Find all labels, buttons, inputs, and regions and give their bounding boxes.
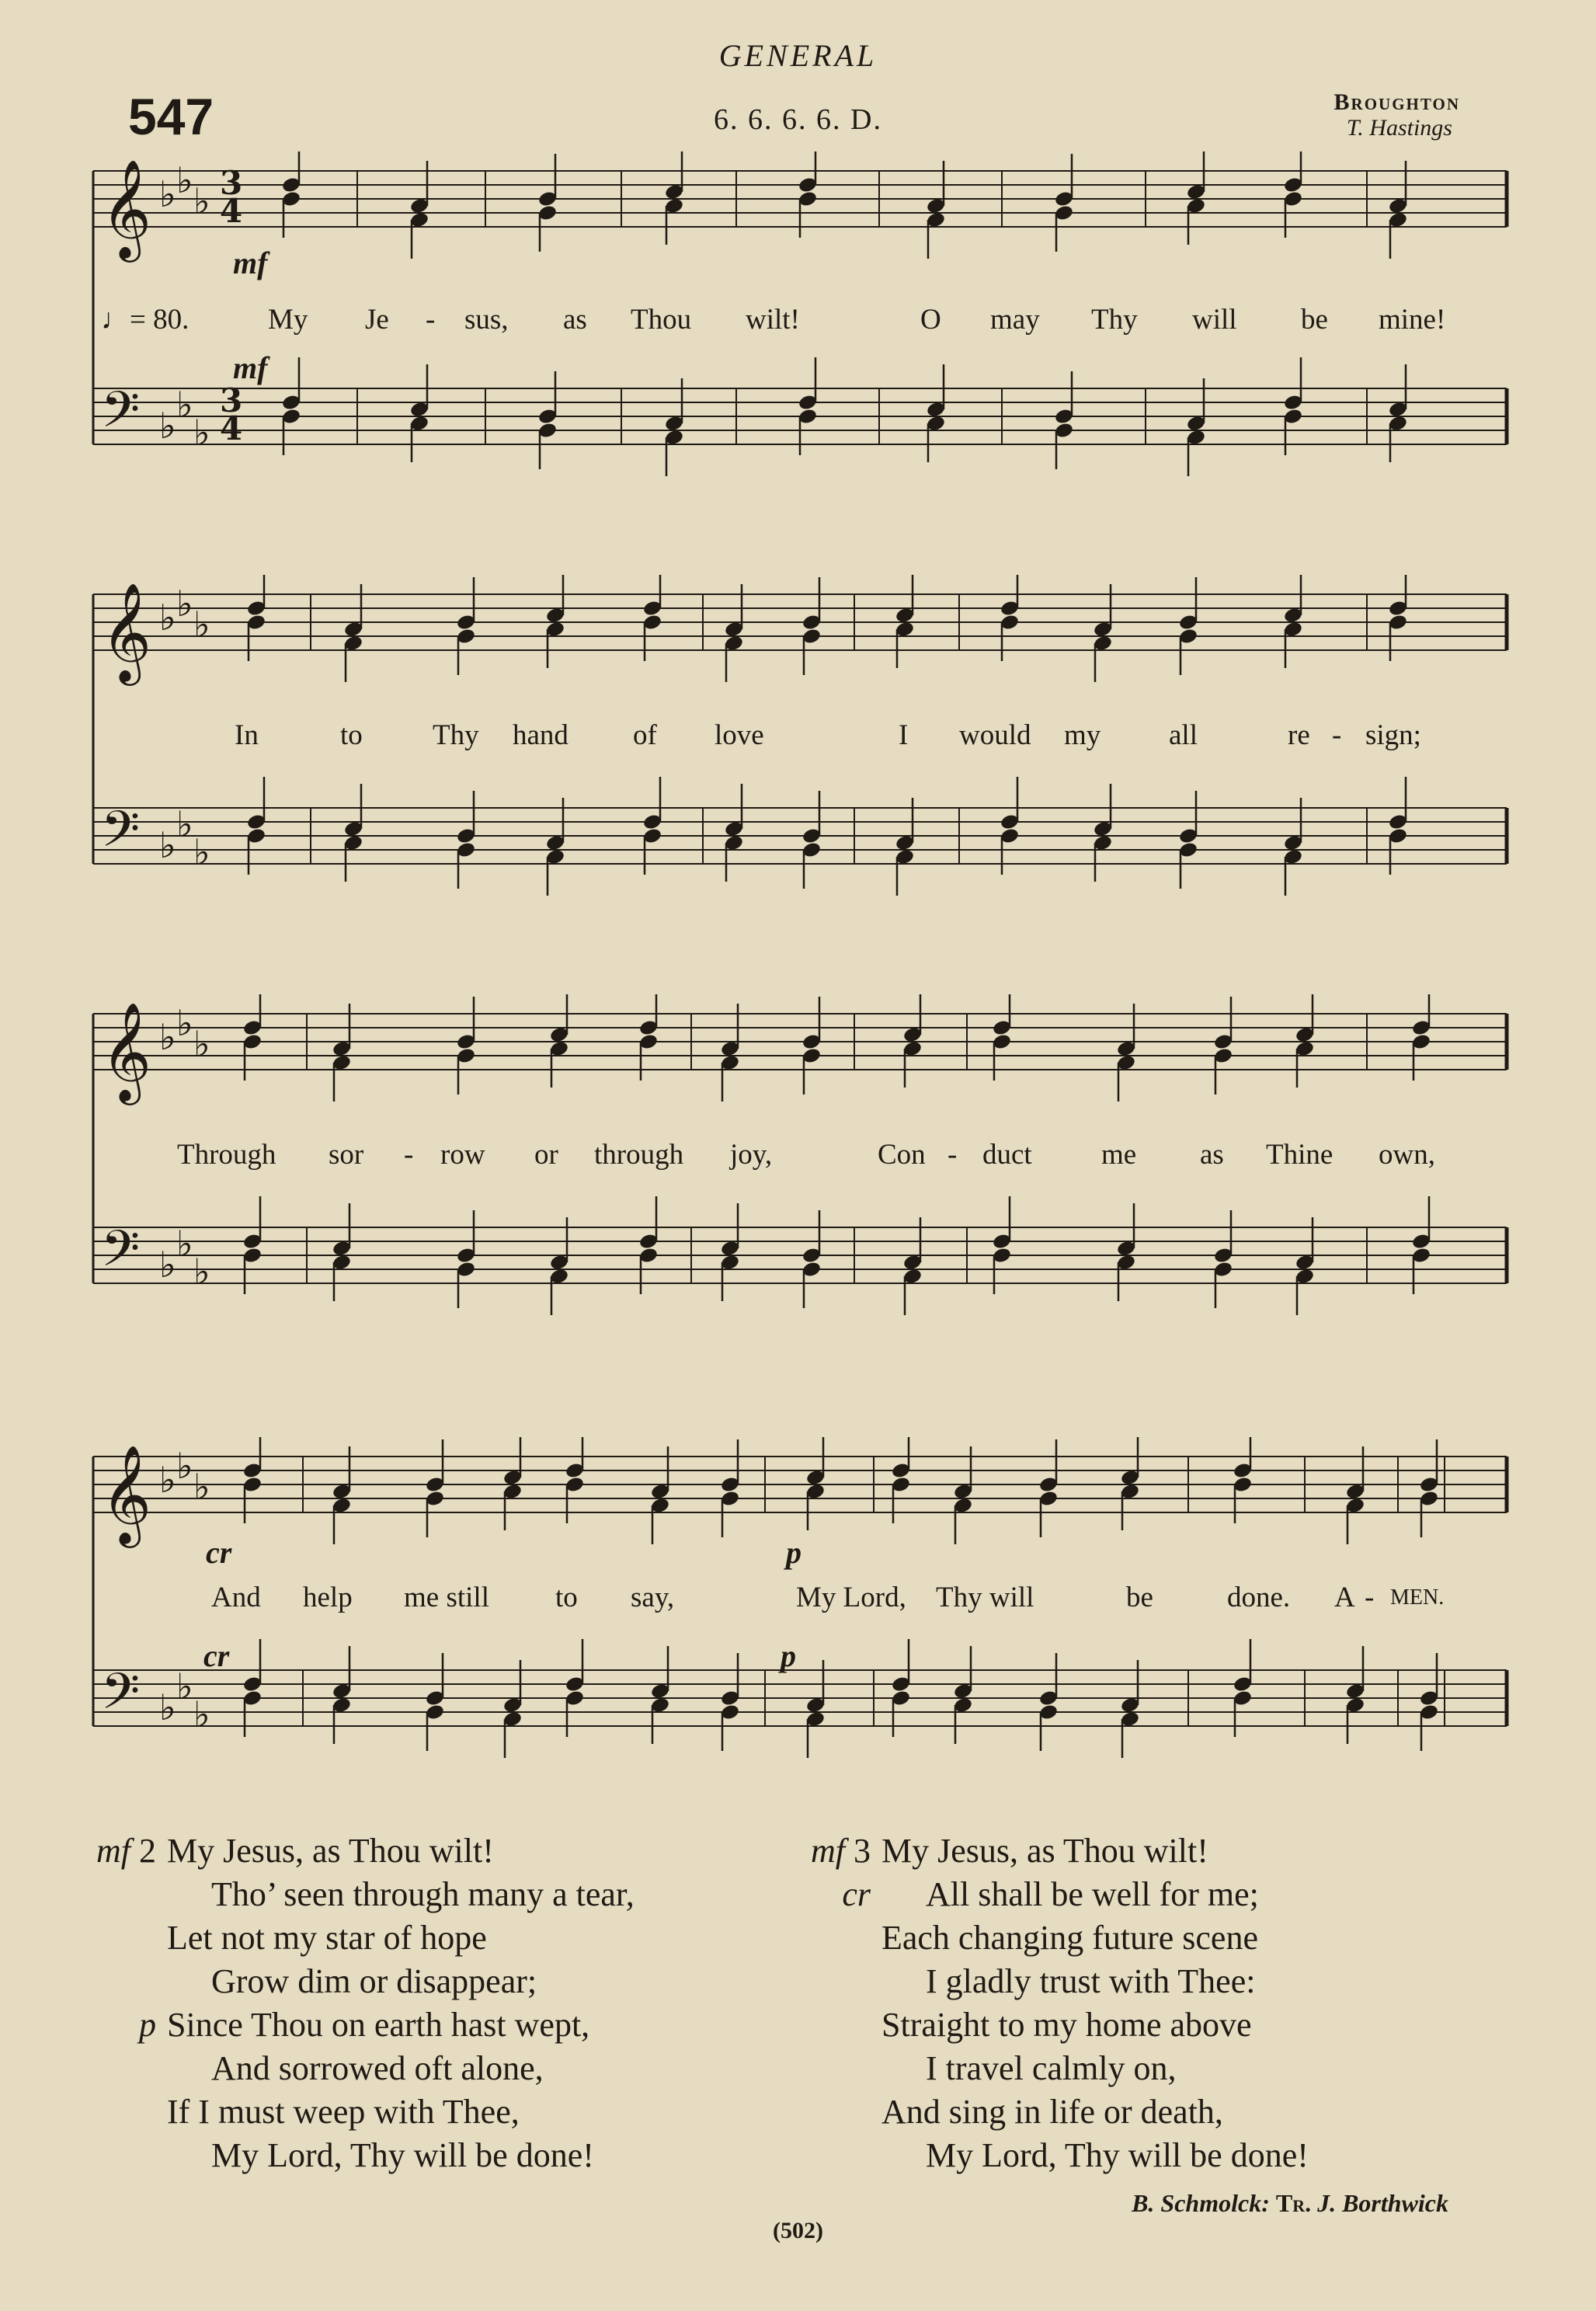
flat-icon: ♭ xyxy=(193,604,210,646)
flat-icon: ♭ xyxy=(159,1459,176,1501)
lyric-syllable: my xyxy=(1064,719,1101,751)
lyric-syllable: My Lord, xyxy=(796,1582,906,1613)
lyric-syllable: hand xyxy=(513,719,569,751)
music-system-2 xyxy=(0,575,1596,948)
lyric-syllable: O xyxy=(920,304,941,336)
lyric-syllable: help xyxy=(303,1582,353,1613)
lyric-syllable: Thou xyxy=(631,304,692,336)
lyric-syllable: row xyxy=(440,1139,485,1171)
lyric-line xyxy=(0,719,1596,757)
time-signature-digit: 3 xyxy=(220,164,243,202)
bass-clef-icon: 𝄢 xyxy=(101,381,141,451)
dynamic-treble: mf xyxy=(233,245,268,280)
lyric-syllable: - xyxy=(948,1139,958,1171)
flat-icon: ♭ xyxy=(193,1023,210,1065)
verse-text: My Lord, Thy will be done! xyxy=(211,2136,594,2174)
lyric-syllable: may xyxy=(990,304,1040,336)
verse-line xyxy=(808,2090,1309,2134)
lyric-syllable: My xyxy=(268,304,308,336)
flat-icon: ♭ xyxy=(176,159,193,201)
verse-line xyxy=(808,2003,1309,2047)
verse-line xyxy=(808,1916,1309,1960)
lyric-line xyxy=(0,1581,1596,1620)
flat-icon: ♭ xyxy=(176,1223,193,1265)
verse-2 xyxy=(93,1829,635,2177)
author: B. Schmolck: xyxy=(1132,2189,1270,2217)
lyric-syllable: re xyxy=(1288,719,1310,751)
hymn-number: 547 xyxy=(128,88,214,145)
verse-text: Grow dim or disappear; xyxy=(211,1962,537,2000)
lyric-syllable: joy, xyxy=(730,1139,773,1171)
lyric-syllable: Thy xyxy=(1091,304,1138,336)
lyric-syllable: sor xyxy=(329,1139,364,1171)
lyric-syllable: or xyxy=(534,1139,558,1171)
bass-clef-icon: 𝄢 xyxy=(101,1220,141,1290)
meter: 6. 6. 6. 6. D. xyxy=(714,103,882,136)
dynamic-treble: cr xyxy=(206,1535,232,1570)
lyric-syllable: sus, xyxy=(464,304,509,336)
dynamic-bass-piano: p xyxy=(781,1638,796,1673)
music-system-1 xyxy=(0,151,1596,501)
verse-text: Each changing future scene xyxy=(881,1919,1258,1957)
lyric-syllable: wilt! xyxy=(746,304,800,336)
translator: J. Borthwick xyxy=(1317,2189,1448,2217)
verse-text: And sing in life or death, xyxy=(881,2093,1223,2131)
time-signature-digit: 4 xyxy=(220,192,243,230)
verse-line xyxy=(93,2090,635,2134)
treble-clef-icon: 𝄞 xyxy=(101,158,152,258)
lyric-syllable: be xyxy=(1126,1582,1153,1613)
flat-icon: ♭ xyxy=(159,1244,176,1286)
dynamic-mark: p xyxy=(139,2006,156,2044)
time-signature-digit: 3 xyxy=(220,381,243,419)
flat-icon: ♭ xyxy=(159,824,176,866)
tempo-marking: ♩= 80. xyxy=(101,304,190,336)
flat-icon: ♭ xyxy=(176,384,193,426)
lyric-syllable: as xyxy=(1200,1139,1224,1171)
staff-system-graphic xyxy=(0,994,1596,1367)
lyric-syllable: me xyxy=(1101,1139,1137,1171)
flat-icon: ♭ xyxy=(193,1466,210,1508)
flat-icon: ♭ xyxy=(193,180,210,222)
lyric-syllable: would xyxy=(959,719,1031,751)
verse-text: I travel calmly on, xyxy=(926,2049,1177,2087)
composer: T. Hastings xyxy=(1346,115,1452,141)
verse-line xyxy=(93,1873,635,1916)
treble-clef-icon: 𝄞 xyxy=(101,1001,152,1101)
dynamic-bass: cr xyxy=(203,1638,230,1673)
verse-text: If I must weep with Thee, xyxy=(167,2093,520,2131)
verse-text: My Jesus, as Thou wilt! xyxy=(167,1832,494,1870)
dynamic-mark: cr xyxy=(842,1875,871,1913)
verse-text: Since Thou on earth hast wept, xyxy=(167,2006,590,2044)
flat-icon: ♭ xyxy=(176,1665,193,1707)
page-number: (502) xyxy=(773,2218,823,2243)
lyric-syllable: sign; xyxy=(1365,719,1421,751)
flat-icon: ♭ xyxy=(159,1686,176,1728)
verse-text: Straight to my home above xyxy=(881,2006,1252,2044)
lyric-syllable: will xyxy=(1192,304,1237,336)
tune-name: Broughton xyxy=(1333,89,1460,115)
flat-icon: ♭ xyxy=(176,583,193,625)
flat-icon: ♭ xyxy=(193,831,210,873)
bass-clef-icon: 𝄢 xyxy=(101,801,141,871)
music-system-4 xyxy=(0,1437,1596,1810)
lyric-syllable: mine! xyxy=(1379,304,1446,336)
flat-icon: ♭ xyxy=(193,1251,210,1293)
lyric-syllable: - xyxy=(426,304,436,336)
lyric-syllable: own, xyxy=(1379,1139,1435,1171)
staff-system-graphic xyxy=(0,1437,1596,1810)
treble-clef-icon: 𝄞 xyxy=(101,582,152,681)
flat-icon: ♭ xyxy=(193,412,210,454)
lyric-syllable: of xyxy=(633,719,657,751)
dynamic-mark: mf xyxy=(96,1832,130,1870)
verse-line xyxy=(93,2134,635,2177)
section-heading: GENERAL xyxy=(718,38,878,73)
lyric-syllable: I xyxy=(899,719,909,751)
lyric-syllable: - xyxy=(1365,1582,1375,1613)
lyric-syllable: MEN. xyxy=(1390,1585,1445,1610)
flat-icon: ♭ xyxy=(176,1002,193,1044)
verse-line xyxy=(808,1960,1309,2003)
verse-text: Let not my star of hope xyxy=(167,1919,487,1957)
lyric-syllable: In xyxy=(235,719,259,751)
attribution xyxy=(1132,2189,1448,2218)
flat-icon: ♭ xyxy=(159,1016,176,1058)
lyric-syllable: Je xyxy=(365,304,389,336)
lyric-syllable: A xyxy=(1334,1582,1355,1613)
flat-icon: ♭ xyxy=(193,1693,210,1735)
flat-icon: ♭ xyxy=(159,405,176,447)
verse-line xyxy=(808,1829,1309,1873)
staff-system-graphic xyxy=(0,575,1596,948)
verse-line xyxy=(93,2003,635,2047)
dynamic-treble-piano: p xyxy=(786,1535,801,1570)
translation-label: Tr. xyxy=(1275,2189,1312,2217)
verse-line xyxy=(93,1916,635,1960)
lyric-syllable: - xyxy=(1332,719,1342,751)
lyric-syllable: Con xyxy=(878,1139,926,1171)
lyric-line xyxy=(0,1138,1596,1177)
lyric-syllable: be xyxy=(1301,304,1328,336)
lyric-syllable: And xyxy=(211,1582,261,1613)
verse-text: Tho’ seen through many a tear, xyxy=(211,1875,635,1913)
lyric-syllable: Thine xyxy=(1266,1139,1333,1171)
verse-text: All shall be well for me; xyxy=(926,1875,1259,1913)
lyric-syllable: say, xyxy=(631,1582,675,1613)
treble-clef-icon: 𝄞 xyxy=(101,1444,152,1544)
verse-line xyxy=(93,2047,635,2090)
lyric-line xyxy=(0,303,1596,342)
lyric-syllable: love xyxy=(715,719,764,751)
verse-line xyxy=(808,2134,1309,2177)
verse-text: My Jesus, as Thou wilt! xyxy=(881,1832,1208,1870)
verse-text: I gladly trust with Thee: xyxy=(926,1962,1256,2000)
lyric-syllable: all xyxy=(1169,719,1198,751)
lyric-syllable: done. xyxy=(1227,1582,1291,1613)
lyric-syllable: Thy will xyxy=(936,1582,1034,1613)
dynamic-bass: mf xyxy=(233,350,268,385)
lyric-syllable: - xyxy=(404,1139,414,1171)
verse-text: And sorrowed oft alone, xyxy=(211,2049,544,2087)
verse-number: 3 xyxy=(854,1832,871,1870)
lyric-syllable: as xyxy=(563,304,587,336)
lyric-syllable: through xyxy=(594,1139,684,1171)
verse-line xyxy=(808,2047,1309,2090)
time-signature-digit: 4 xyxy=(220,409,243,447)
lyric-syllable: to xyxy=(340,719,363,751)
lyric-syllable: Thy xyxy=(433,719,479,751)
flat-icon: ♭ xyxy=(159,173,176,215)
verse-text: My Lord, Thy will be done! xyxy=(926,2136,1309,2174)
verse-line xyxy=(808,1873,1309,1916)
verse-line xyxy=(93,1829,635,1873)
dynamic-mark: mf xyxy=(811,1832,845,1870)
lyric-syllable: me still xyxy=(404,1582,489,1613)
verse-number: 2 xyxy=(139,1832,156,1870)
flat-icon: ♭ xyxy=(176,803,193,845)
flat-icon: ♭ xyxy=(176,1445,193,1487)
bass-clef-icon: 𝄢 xyxy=(101,1663,141,1733)
music-system-3 xyxy=(0,994,1596,1367)
verse-3 xyxy=(808,1829,1309,2177)
lyric-syllable: Through xyxy=(177,1139,276,1171)
lyric-syllable: to xyxy=(555,1582,578,1613)
lyric-syllable: duct xyxy=(982,1139,1032,1171)
verse-line xyxy=(93,1960,635,2003)
flat-icon: ♭ xyxy=(159,597,176,639)
